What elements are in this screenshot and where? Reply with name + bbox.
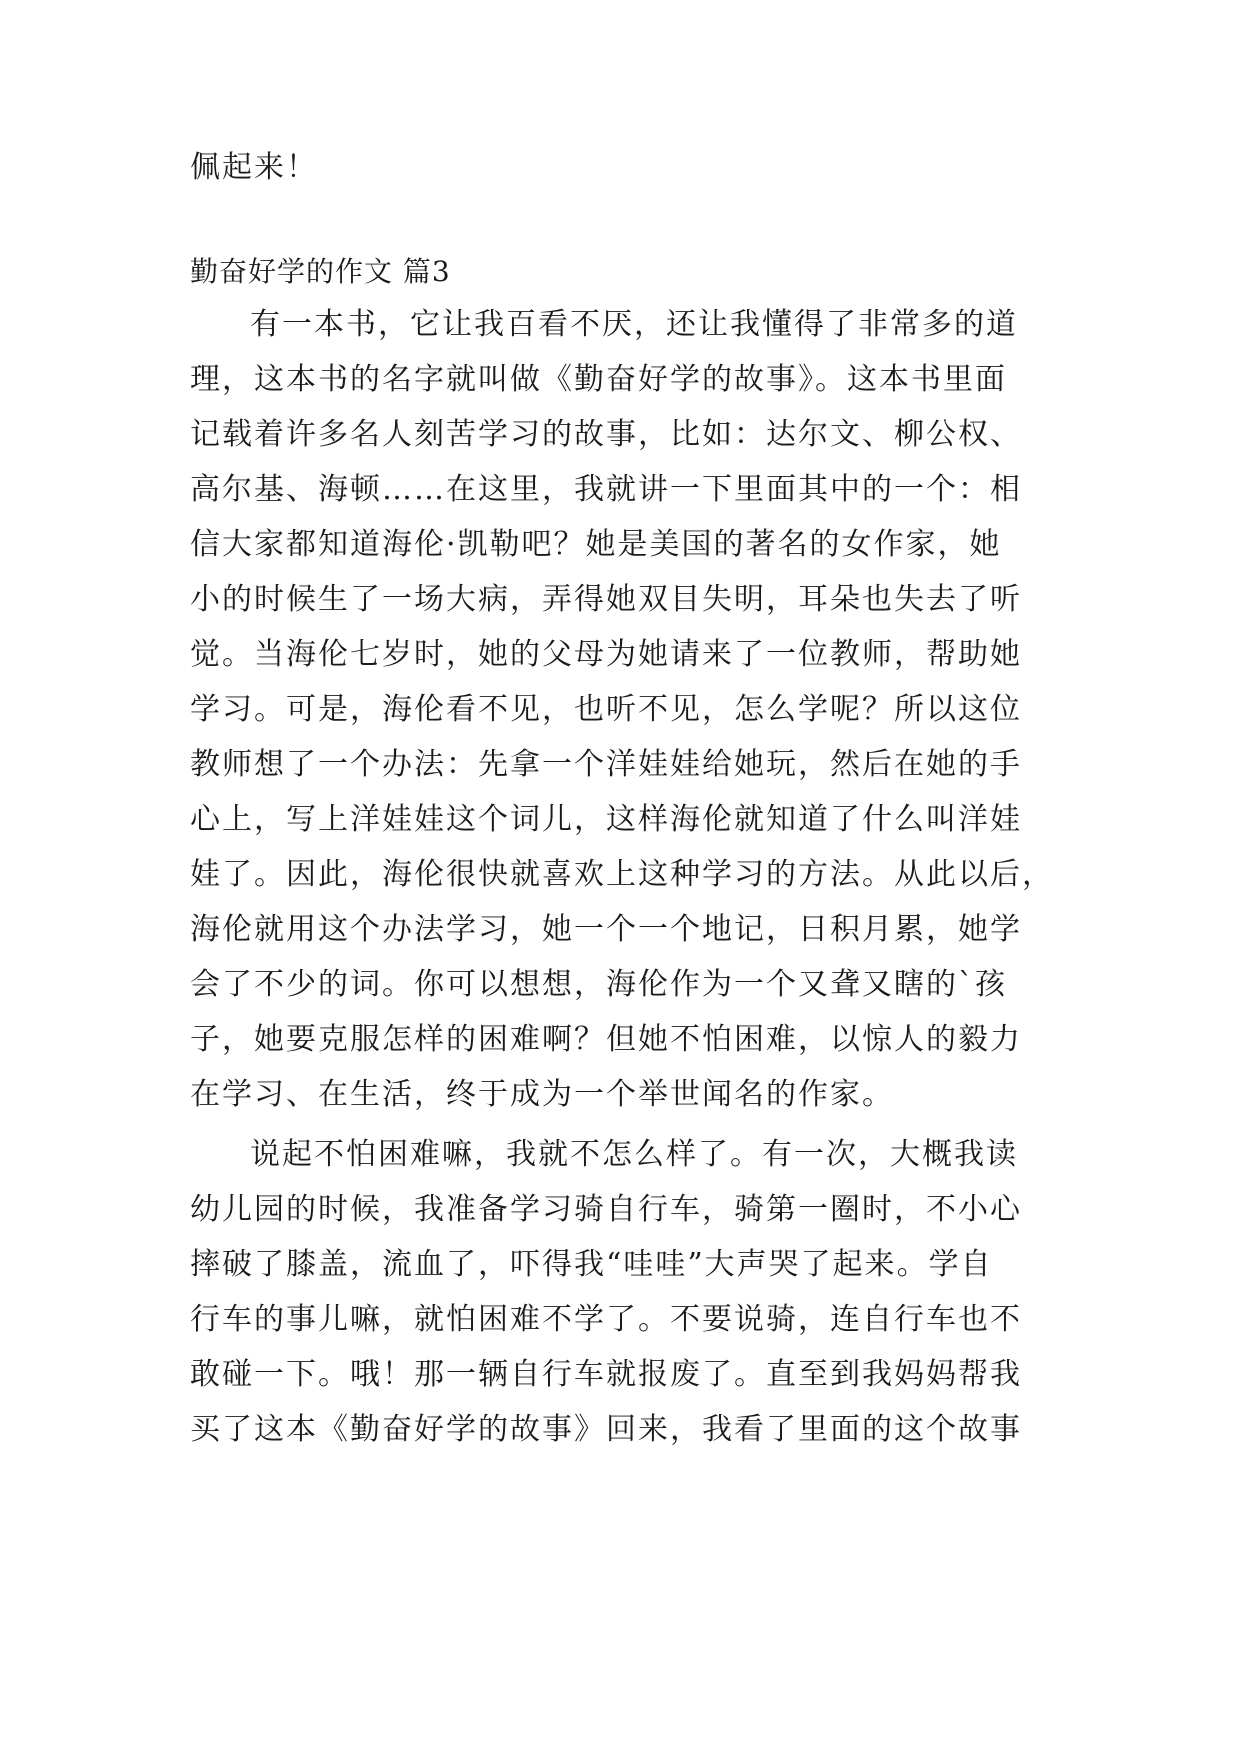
text-line: 有一本书，它让我百看不厌，还让我懂得了非常多的道 [250, 307, 1018, 342]
text-line: 幼儿园的时候，我准备学习骑自行车，骑第一圈时，不小心 [190, 1192, 1022, 1227]
text-line: 教师想了一个办法：先拿一个洋娃娃给她玩，然后在她的手 [190, 747, 1022, 782]
text-line: 敢碰一下。哦！那一辆自行车就报废了。直至到我妈妈帮我 [190, 1357, 1022, 1392]
section-title: 勤奋好学的作文 篇3 [190, 255, 451, 288]
text-line: 信大家都知道海伦·凯勒吧？她是美国的著名的女作家，她 [190, 527, 1002, 562]
text-line: 海伦就用这个办法学习，她一个一个地记，日积月累，她学 [190, 912, 1022, 947]
text-line: 娃了。因此，海伦很快就喜欢上这种学习的方法。从此以后， [190, 857, 1054, 892]
text-line: 摔破了膝盖，流血了，吓得我“哇哇”大声哭了起来。学自 [190, 1247, 993, 1282]
text-line: 买了这本《勤奋好学的故事》回来，我看了里面的这个故事 [190, 1412, 1022, 1447]
text-line: 理，这本书的名字就叫做《勤奋好学的故事》。这本书里面 [190, 362, 1007, 397]
text-line: 子，她要克服怎样的困难啊？但她不怕困难，以惊人的毅力 [190, 1022, 1022, 1057]
text-line: 在学习、在生活，终于成为一个举世闻名的作家。 [190, 1077, 894, 1112]
text-line: 心上，写上洋娃娃这个词儿，这样海伦就知道了什么叫洋娃 [190, 802, 1022, 837]
text-line: 小的时候生了一场大病，弄得她双目失明，耳朵也失去了听 [190, 582, 1022, 617]
text-line: 记载着许多名人刻苦学习的故事，比如：达尔文、柳公权、 [190, 417, 1022, 452]
text-line: 会了不少的词。你可以想想，海伦作为一个又聋又瞎的`孩 [190, 967, 1007, 1002]
continuation-line: 佩起来！ [190, 150, 318, 185]
text-line: 学习。可是，海伦看不见，也听不见，怎么学呢？所以这位 [190, 692, 1022, 727]
text-line: 说起不怕困难嘛，我就不怎么样了。有一次，大概我读 [250, 1137, 1018, 1172]
text-line: 高尔基、海顿……在这里，我就讲一下里面其中的一个：相 [190, 472, 1022, 507]
text-line: 行车的事儿嘛，就怕困难不学了。不要说骑，连自行车也不 [190, 1302, 1022, 1337]
text-line: 觉。当海伦七岁时，她的父母为她请来了一位教师，帮助她 [190, 637, 1022, 672]
